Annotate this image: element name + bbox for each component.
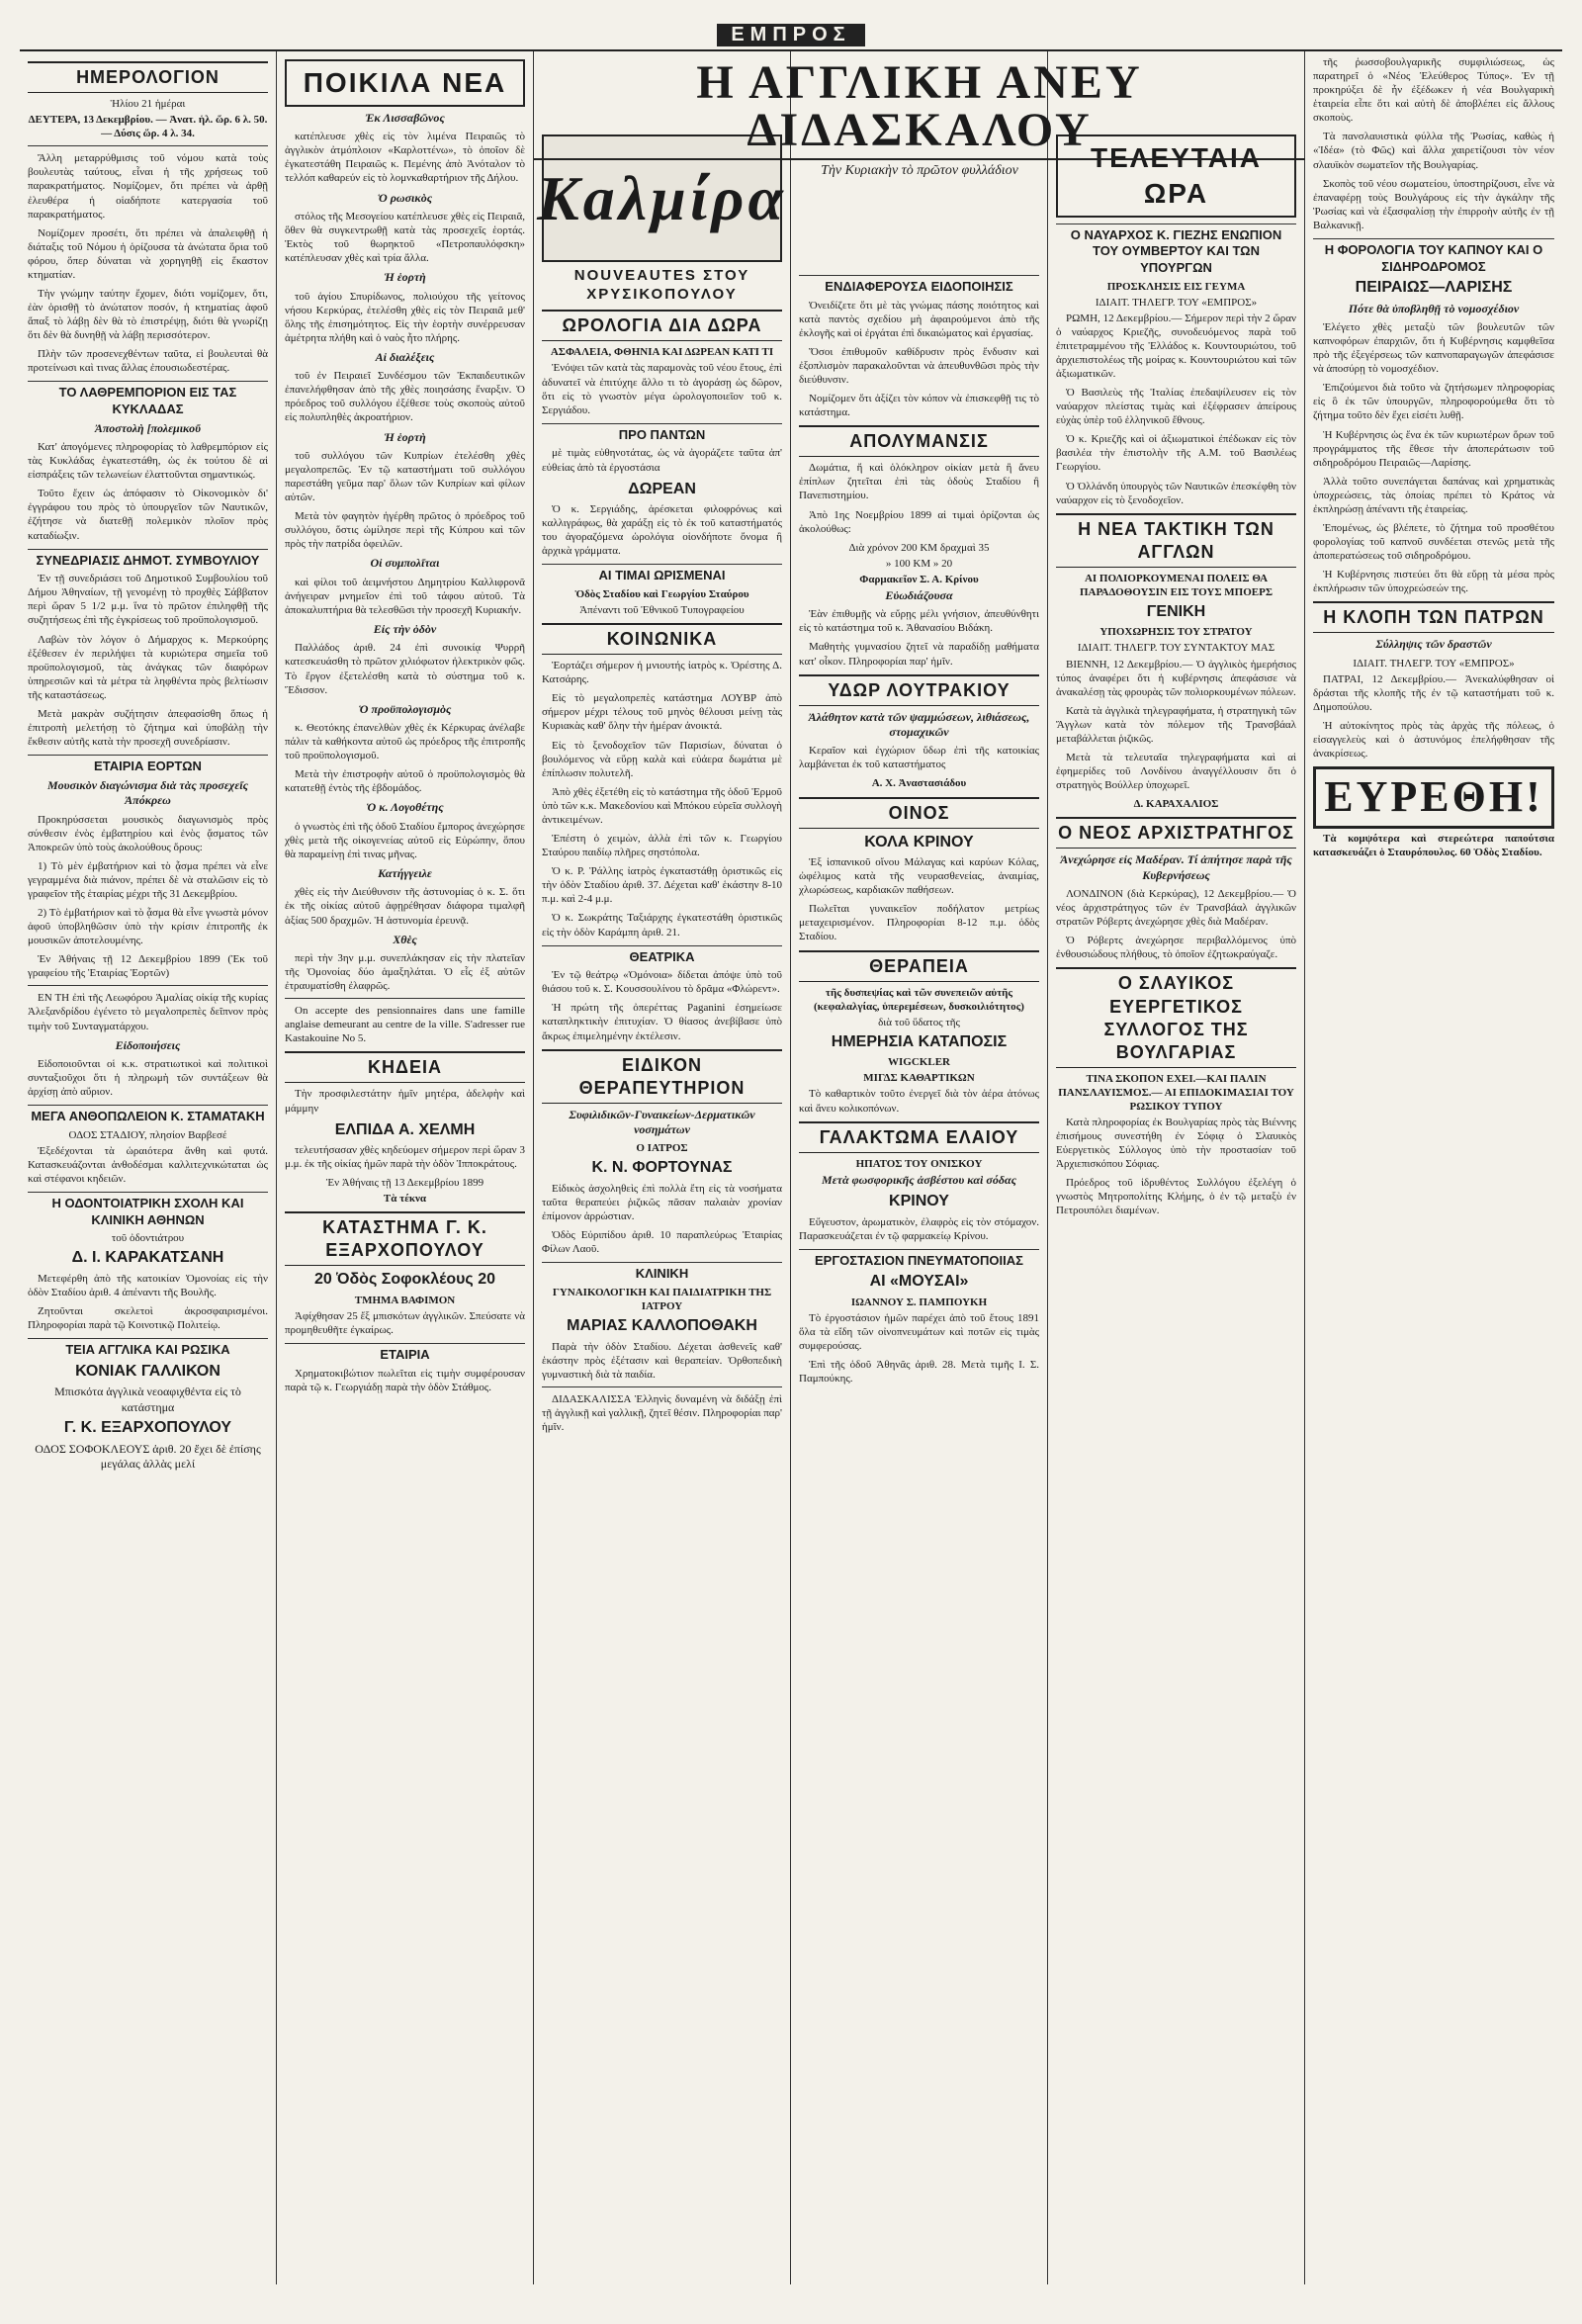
article-text: Τὸ ἐργοστάσιον ἡμῶν παρέχει ἀπὸ τοῦ ἔτους 1891 ὅλα τὰ εἴδη τῶν οἰνοπνευμάτων καὶ ποτῶν εἰς τιμὰς συμφερούσας. xyxy=(799,1311,1039,1352)
article-text: Μετὰ τὸν φαγητὸν ἡγέρθη πρῶτος ὁ πρόεδρος τοῦ συλλόγου, ὅστις ὡμίλησε περὶ τῆς Κύπρου καὶ τῶν πρὸς τὴν πατρίδα ὀφειλῶν. xyxy=(285,510,525,551)
news-subheading: Χθὲς xyxy=(393,932,417,946)
article-text: Τὸ καθαρτικὸν τοῦτο ἐνεργεῖ διὰ τὸν ἀέρα ἀτόνως καὶ ἄνευ κολικοπόνων. xyxy=(799,1088,1039,1115)
company-heading: ΕΤΑΙΡΙΑ xyxy=(285,1343,525,1364)
article-text: Ὁ κ. Σωκράτης Ταξιάρχης ἐγκατεστάθη ὁριστικῶς εἰς τὴν ὁδὸν Καράμπη ἀριθ. 21. xyxy=(542,912,782,939)
article-text: Ἐλέγετο χθὲς μεταξὺ τῶν βουλευτῶν τῶν καπνοφόρων ἐπαρχιῶν, ὅτι ἡ Κυβέρνησις καμφθεῖσα πρὸ τῆς ἐξεγέρσεως τῶν καπνοπαραγωγῶν ἀπεφάσισε νὰ ἀποσύρῃ τὸ νομοσχέδιον. xyxy=(1313,321,1554,376)
divider xyxy=(28,145,268,146)
honey-heading: Εὐωδιάζουσα xyxy=(885,587,953,602)
watches-heading: ΩΡΟΛΟΓΙΑ ΔΙΑ ΔΩΡΑ xyxy=(542,310,782,341)
tactic-heading: Η ΝΕΑ ΤΑΚΤΙΚΗ ΤΩΝ ΑΓΓΛΩΝ xyxy=(1056,513,1296,568)
article-text: ΠΑΤΡΑΙ, 12 Δεκεμβρίου.— Ἀνεκαλύφθησαν οἱ δράσται τῆς κλοπῆς τῆς ἐν τῷ καταστήματι τοῦ κ. Δημοπούλου. xyxy=(1313,672,1554,714)
misc-news-heading: ΠΟΙΚΙΛΑ ΝΕΑ xyxy=(285,59,525,107)
article-text: Ἐξεδέχονται τὰ ὡραιότερα ἄνθη καὶ φυτά. Κατασκευάζονται ἀνθοδέσμαι καλλιτεχνικώταται ὡς καὶ στέφανοι κηδειῶν. xyxy=(28,1144,268,1186)
tobacco-railway-heading: ΠΕΙΡΑΙΩΣ—ΛΑΡΙΣΗΣ xyxy=(1355,279,1513,297)
dental-subheading: τοῦ ὀδοντιάτρου xyxy=(111,1232,185,1245)
article-text: Ἐνόψει τῶν κατὰ τὰς παραμονὰς τοῦ νέου ἔτους, ἐπὶ ἀδυνατεῖ νὰ ἐπιτύχηε ἄλλο τι τὸ ἀγοράσῃ ὡς δῶρον, ὅτι εἰς τὸ γνωστὸν μέγα ὡρολογοποιεῖον τοῦ κ. Σεργιάδου. xyxy=(542,362,782,416)
article-text: Ἐπομένως, ὡς βλέπετε, τὸ ζήτημα τοῦ προσθέτου φορολογίας τοῦ καπνοῦ συνδέεται στενῶς μετὰ τῆς ἀποπερατώσεως τοῦ σιδηροδρόμου. xyxy=(1313,522,1554,563)
slavic-society-subheading: ΤΙΝΑ ΣΚΟΠΟΝ ΕΧΕΙ.—ΚΑΙ ΠΑΛΙΝ ΠΑΝΣΛΑΥΙΣΜΟΣ.— ΑΙ ΕΠΙΔΟΚΙΜΑΣΙΑΙ ΤΟΥ ΡΩΣΙΚΟΥ ΤΥΠΟΥ xyxy=(1058,1072,1294,1113)
column-2 xyxy=(277,51,534,2284)
florist-address: ΟΔΟΣ ΣΤΑΔΙΟΥ, πλησίον Βαρβεσέ xyxy=(68,1128,227,1141)
article-text: Νομίζομεν ὅτι ἀξίζει τὸν κόπον νὰ ἐπισκεφθῇ τις τὸ κατάστημα. xyxy=(799,393,1039,419)
rate-line: » 100 ΚΜ » 20 xyxy=(885,557,953,570)
funeral-heading: ΚΗΔΕΙΑ xyxy=(285,1051,525,1083)
article-text: ΒΙΕΝΝΗ, 12 Δεκεμβρίου.— Ὁ ἀγγλικὸς ἡμερήσιος τύπος ἀναφέρει ὅτι ἡ κυβέρνησις ἀπεφάσισε νὰ ἀνακαλέσῃ τὰς φρουρὰς τῶν πολιορκουμένων πόλεων. xyxy=(1056,658,1296,698)
article-text: Ἐπιζούμενοι διὰ τοῦτο νὰ ζητήσωμεν πληροφορίας εἰς ὃ ἐκ τῶν ὑπουργῶν, πληροφορούμεθα ὅτι τὸ ζήτημα τοῦτο δὲν ἔχει εἰσέτι λυθῇ. xyxy=(1313,382,1554,422)
interesting-notice-heading: ΕΝΔΙΑΦΕΡΟΥΣΑ ΕΙΔΟΠΟΙΗΣΙΣ xyxy=(799,275,1039,296)
divider xyxy=(28,985,268,986)
article-text: Ἄλλη μεταρρύθμισις τοῦ νόμου κατὰ τοὺς βουλευτὰς ταύτους, εἶναι ἡ τῆς χρήσεως τοῦ παρακρατήματος. Νομίζομεν, ὅτι πρέπει νὰ ἀρθῇ ἐλευθέρα ἡ οἱαδήποτε κατεργασία τοῦ παρακρατήματος. xyxy=(28,152,268,221)
theft-telegram: ΙΔΙΑΙΤ. ΤΗΛΕΓΡ. ΤΟΥ «ΕΜΠΡΟΣ» xyxy=(1353,657,1515,670)
article-text: Μετὰ μακρὰν συζήτησιν ἀπεφασίσθη ὅπως ἡ ἐπιτροπὴ μελετήσῃ τὸ ζήτημα καὶ ὑποβάλῃ τὴν ἔκθεσιν αὐτῆς κατὰ τὴν προσεχῆ συνεδρίασιν. xyxy=(28,707,268,749)
article-text: Ἀπὸ 1ης Νοεμβρίου 1899 αἱ τιμαὶ ὁρίζονται ὡς ἀκολούθως: xyxy=(799,508,1039,535)
store-address: 20 Ὁδὸς Σοφοκλέους 20 xyxy=(314,1271,495,1289)
article-text: Ὁδὸς Εὐριπίδου ἀριθ. 10 παραπλεύρως Ἑταιρίας Φίλων Λαοῦ. xyxy=(542,1229,782,1256)
article-text: Πρόεδρος τοῦ ἱδρυθέντος Συλλόγου ἐξελέγη ὁ γνωστὸς Μητροπολίτης Κλήμης, ὁ ἐν τῷ μεταξὺ ἐν Πετρουπόλει διαμένων. xyxy=(1056,1177,1296,1217)
calendar-heading: ΗΜΕΡΟΛΟΓΙΟΝ xyxy=(28,61,268,93)
divider xyxy=(285,998,525,999)
notices-heading: Εἰδοποιήσεις xyxy=(115,1037,181,1052)
article-text: Ἀλλὰ τοῦτο συνεπάγεται δαπάνας καὶ χρηματικὰς ὑποχρεώσεις, τὰς ὁποίας πρέπει τὸ Κράτος νὰ ἐκπληρώσῃ ἀπέναντι τῆς ἑταιρείας. xyxy=(1313,475,1554,515)
news-subheading: Ἐκ Λισσαβῶνος xyxy=(365,110,445,125)
therapy-subheading: Συφιλιδικῶν-Γυναικείων-Δερματικῶν νοσημάτων xyxy=(569,1107,755,1137)
logo-script: Kaλμίρα xyxy=(537,162,787,233)
news-subheading: Ἡ ἑορτὴ xyxy=(384,429,426,444)
article-text: Ἐπέστη ὁ χειμὼν, ἀλλὰ ἐπὶ τῶν κ. Γεωργίου Σταύρου παιδίῳ πλῆρες σηστόπολα. xyxy=(542,833,782,859)
article-text: Εἰς τὸ μεγαλοπρεπὲς κατάστημα ΛΟΥΒΡ ἀπὸ σήμερον μέχρι τέλους τοῦ μηνὸς θέλουσι μείνῃ τὰς Κυριακὰς καθ' ὅλην τὴν ἡμέραν ἀνοικτά. xyxy=(542,692,782,733)
article-text: Ὁ Ρόβερτς ἀνεχώρησε περιβαλλόμενος ὑπὸ ἐνθουσιώδους πλήθους, τὸ ὁποῖον ἐζητωκραύγαζε. xyxy=(1056,935,1296,961)
therapy2-line: διὰ τοῦ ὕδατος τῆς xyxy=(878,1016,960,1028)
therapy2-sub2: ΜΙΓΔΣ ΚΑΘΑΡΤΙΚΩΝ xyxy=(863,1072,975,1085)
article-text: Κεραῖον καὶ ἐγχώριον ὕδωρ ἐπὶ τῆς κατοικίας λαμβάνεται ἐκ τοῦ καταστήματος xyxy=(799,745,1039,771)
article-text: Χρηματοκιβώτιον πωλεῖται εἰς τιμὴν συμφέρουσαν παρὰ τῷ κ. Γεωργιάδῃ παρὰ τὴν ὁδὸν Στάθμος. xyxy=(285,1367,525,1393)
prices-note: Ἀπέναντι τοῦ Ἐθνικοῦ Τυπογραφείου xyxy=(579,604,745,617)
article-text: Ἐὰν ἐπιθυμῇς νὰ εὔρῃς μέλι γνήσιον, ἀπευθύνθητι εἰς τὸ κατάστημα τοῦ κ. Ἀθανασίου Βιδάκη. xyxy=(799,608,1039,635)
article-text: Ὁ Βασιλεὺς τῆς Ἰταλίας ἐπεδαψίλευσεν εἰς τὸν ναύαρχον πλείστας τιμὰς καὶ ἐξέφρασεν ἀπείρους εὐχὰς ὑπὲρ τοῦ ἑλληνικοῦ ἔθνους. xyxy=(1056,387,1296,427)
article-text: Ἡ Κυβέρνησις ὡς ἕνα ἐκ τῶν κυριωτέρων ὅρων τοῦ προγράμματος τῆς ἔθεσε τὴν ἀποπεράτωσιν τοῦ σιδηροδρόμου Πειραιῶς—Λαρίσης. xyxy=(1313,428,1554,469)
florist-heading: ΜΕΓΑ ΑΝΘΟΠΩΛΕΙΟΝ Κ. ΣΤΑΜΑΤΑΚΗ xyxy=(28,1105,268,1125)
article-text: Ἀφίχθησαν 25 ἔξ μπισκότων ἀγγλικῶν. Σπεύσατε νὰ προμηθευθῆτε ἐγκαίρως. xyxy=(285,1310,525,1337)
smuggling-heading: ΤΟ ΛΑΘΡΕΜΠΟΡΙΟΝ ΕΙΣ ΤΑΣ ΚΥΚΛΑΔΑΣ xyxy=(28,381,268,417)
social-heading: ΚΟΙΝΩΝΙΚΑ xyxy=(542,623,782,655)
tactic-subheading: ΑΙ ΠΟΛΙΟΡΚΟΥΜΕΝΑΙ ΠΟΛΕΙΣ ΘΑ ΠΑΡΑΔΟΘΟΥΣΙΝ ΕΙΣ ΤΟΥΣ ΜΠΟΕΡΣ xyxy=(1079,572,1274,598)
admiral-heading: Ο ΝΑΥΑΡΧΟΣ Κ. ΓΙΕΖΗΣ ΕΝΩΠΙΟΝ ΤΟΥ ΟΥΜΒΕΡΤΟΥ ΚΑΙ ΤΩΝ ΥΠΟΥΡΓΩΝ xyxy=(1056,223,1296,277)
article-text: τῆς ῥωσσοβουλγαρικῆς συμφιλιώσεως, ὡς παρατηρεῖ ὁ «Νέος Ἐλεύθερος Τύπος». Ἐν τῇ προκηρύξει δὲ ἦν ἐξέδωκεν ἡ νέα Βουλγαρικὴ ἑταιρεία εἶπε ὅτι καὶ αὐτὴ δὲ ἀποβλέπει εἰς ἄλλους σκοποὺς. xyxy=(1313,56,1554,125)
article-text: Ἀπὸ χθὲς ἐξετέθη εἰς τὸ κατάστημα τῆς ὁδοῦ Ἑρμοῦ ὑπὸ τῶν κ.κ. Μακεδονίου καὶ Μπόκου εὐρεῖα συλλογὴ ἀντικειμένων. xyxy=(542,785,782,826)
article-text: στόλος τῆς Μεσογείου κατέπλευσε χθὲς εἰς Πειραιᾶ, ὅθεν θὰ συγκεντρωθῇ κατὰ τὰς προσεχεῖς ἑορτάς. Ἐκτὸς τοῦ θωρηκτοῦ «Πετροπαυλόφσκη» κατέπλευσαν χθὲς καὶ τρία ἄλλα. xyxy=(285,210,525,265)
article-text: Λαβὼν τὸν λόγον ὁ Δήμαρχος κ. Μερκούρης ἐξέθεσεν ἐν περιλήψει τὰ κυριώτερα σημεῖα τοῦ προϋπολογισμοῦ, τὰς ἀνάγκας τῶν διαφόρων ὑπηρεσιῶν καὶ τὰ μέτρα τὰ ληφθέντα πρὸς βελτίωσιν τῆς καταστάσεως. xyxy=(28,633,268,701)
article-text: Τοῦτο ἔχειν ὡς ἀπόφασιν τὸ Οἰκονομικὸν δι' ἐγγράφου του πρὸς τὸ ὑπουργεῖον τῶν Ναυτικῶν, ἐζήτησε νὰ διατεθῇ πολεμικὸν πλοῖον πρὸς καταδίωξιν. xyxy=(28,488,268,542)
article-text: Ὁ Ὀλλάνδη ὑπουργὸς τῶν Ναυτικῶν ἐπεσκέφθη τὸν ναύαρχον εἰς τὸ ξενοδοχεῖον. xyxy=(1056,480,1296,506)
article-text: Εἰδικὸς ἀσχοληθεὶς ἐπὶ πολλὰ ἔτη εἰς τὰ νοσήματα ταῦτα θεραπεύει ῥιζικῶς πᾶσαν παλαιὰν χρονίαν ἐπίμονον ἀρρώστιαν. xyxy=(542,1182,782,1223)
clinic-heading: ΚΛΙΝΙΚΗ xyxy=(542,1262,782,1283)
general-heading: Ο ΝΕΟΣ ΑΡΧΙΣΤΡΑΤΗΓΟΣ xyxy=(1056,817,1296,849)
clinic-subheading: ΓΥΝΑΙΚΟΛΟΓΙΚΗ ΚΑΙ ΠΑΙΔΙΑΤΡΙΚΗ ΤΗΣ ΙΑΤΡΟΥ xyxy=(552,1286,772,1313)
admiral-telegram: ΙΔΙΑΙΤ. ΤΗΛΕΓΡ. ΤΟΥ «ΕΜΠΡΟΣ» xyxy=(1095,296,1258,309)
article-text: Τὴν προσφιλεστάτην ἡμῖν μητέρα, ἀδελφὴν καὶ μάμμην xyxy=(285,1088,525,1115)
logo-caption: NOUVEAUTES ΣΤΟΥ ΧΡΥΣΙΚΟΠΟΥΛΟΥ xyxy=(573,267,750,304)
article-text: 2) Τὸ ἐμβατήριον καὶ τὸ ᾆσμα θὰ εἶνε γνωστὰ μόνον ἀφοῦ ὑποβληθῶσιν ὑπὸ τὴν κρίσιν ἐπιτροπῆς ἐκ μουσικῶν ἀποτελουμένης. xyxy=(28,906,268,947)
article-text: Παλλάδος ἀριθ. 24 ἐπὶ συνοικίᾳ Ψυρρῆ κατεσκευάσθη τὸ πρῶτον χιλιόφωτον ἠλεκτρικὸν φῶς. Τὸ ἔργον ἐξετελέσθη κατὰ τὸ σύστημα τοῦ κ. Ἔδισσον. xyxy=(285,642,525,696)
article-text: Ὅσοι ἐπιθυμοῦν καθίδρυσιν πρὸς ἔνδυσιν καὶ ἐξοπλισμὸν παρακαλοῦνται νὰ ἀπευθυνθῶσι πρὸς τὴν διεύθυνσιν. xyxy=(799,345,1039,387)
article-text: τοῦ ἁγίου Σπυρίδωνος, πολιούχου τῆς γείτονος νήσου Κερκύρας, ἐτελέσθη χθὲς εἰς τὸν Πειραιᾶ μεθ' ὅλης τῆς ἐπισημότητος. Εἰς τὴν ἑορτὴν συνέρρευσαν ἀμέτρητα πλήθη καὶ ὁ ναὸς ἦτο πλήρης. xyxy=(285,290,525,344)
festival-heading: ΕΤΑΙΡΙΑ ΕΟΡΤΩΝ xyxy=(28,755,268,775)
therapy-doctor-name: Κ. Ν. ΦΟΡΤΟΥΝΑΣ xyxy=(591,1159,733,1177)
article-text: Ἑορτάζει σήμερον ἡ μνιουτής ἰατρὸς κ. Ὀρέστης Δ. Κατσάρης. xyxy=(542,660,782,686)
factory-heading: ΕΡΓΟΣΤΑΣΙΟΝ ΠΝΕΥΜΑΤΟΠΟΙΙΑΣ xyxy=(799,1249,1039,1270)
article-text: Πωλεῖται γυναικεῖον ποδήλατον μετρίως μεταχειρισμένον. Πληροφορίαι 8-12 π.μ. ὁδὸς Σταδίου. xyxy=(799,903,1039,943)
theft-subheading: Σύλληψις τῶν δραστῶν xyxy=(1375,637,1492,652)
article-text: Ὁ κ. Σεργιάδης, ἀρέσκεται φιλοφρόνως καὶ καλλιγράφως, θὰ χαράξῃ εἰς τὸ ἐκ τοῦ καταστήματός του ἀγοραζόμενα ὡρολόγια οἱονδήποτε ὄνομα ἢ ἀρχικὰ γράμματα. xyxy=(542,503,782,558)
therapy2-brand: WIGCKLER xyxy=(888,1056,950,1069)
article-text: χθὲς εἰς τὴν Διεύθυνσιν τῆς ἀστυνομίας ὁ κ. Σ. ὅτι ἐκ τῆς οἰκίας αὐτοῦ ἀφῃρέθησαν διάφορα τιμαλφῆ ἀξίας 500 δραχμῶν. Ἡ ἀστυνομία ἐρευνᾷ. xyxy=(285,886,525,927)
factory-name: ΑΙ «ΜΟΥΣΑΙ» xyxy=(869,1273,969,1291)
cognac-address: ΟΔΟΣ ΣΟΦΟΚΛΕΟΥΣ ἀριθ. 20 ἔχει δὲ ἐπίσης μεγάλας ἀλλὰς μελί xyxy=(35,1441,261,1471)
store-department: ΤΜΗΜΑ ΒΑΦΙΜΟΝ xyxy=(354,1294,456,1306)
article-text: Πλὴν τῶν προσενεχθέντων ταῦτα, εἰ βουλευταὶ θὰ προτείνωσι καὶ τινας ἄλλας ἐπουσιωδεστέρας. xyxy=(28,348,268,375)
french-notice: On accepte des pensionnaires dans une famille anglaise demeurant au centre de la ville. S'adresser rue Kastakouine No 5. xyxy=(285,1005,525,1045)
article-text: Ὁ κ. Κριεζῆς καὶ οἱ ἀξιωματικοὶ ἐπέδωκαν εἰς τὸν βασιλέα τὴν ἐπιστολὴν τῆς Α.Μ. τοῦ Βασιλέως Γεωργίου. xyxy=(1056,433,1296,474)
news-subheading: Ὁ ρωσικὸς xyxy=(377,190,433,205)
festival-subheading: Μουσικὸν διαγώνισμα διὰ τὰς προσεχεῖς Ἀπόκρεω xyxy=(46,777,248,808)
news-subheading: Εἰς τὴν ὁδὸν xyxy=(373,622,437,637)
banner-title: Η ΑΓΓΛΙΚΗ ΑΝΕΥ ΔΙΔΑΣΚΑΛΟΥ xyxy=(534,59,1305,160)
article-text: 1) Τὸ μὲν ἐμβατήριον καὶ τὸ ᾆσμα πρέπει νὰ εἶνε γεγραμμένα διὰ πιάνον, πρέπει δὲ νὰ σταλῶσιν εἰς τὸ γραφεῖον τῆς ἑταιρίας μέχρι τῆς 31 Δεκεμβρίου. xyxy=(28,859,268,900)
article-text: ΔΙΔΑΣΚΑΛΙΣΣΑ Ἑλληνὶς δυναμένη νὰ διδάξῃ ἐπὶ τῇ ἀγγλικῇ καὶ γαλλικῇ, ζητεῖ θέσιν. Πληροφορίαι παρ' ἡμῖν. xyxy=(542,1392,782,1433)
milk-line: Μετὰ φωσφορικῆς ἀσβέστου καὶ σόδας xyxy=(822,1172,1016,1187)
news-subheading: Κατήγγειλε xyxy=(378,866,432,881)
wine-heading: ΟΙΝΟΣ xyxy=(799,797,1039,829)
dental-name: Δ. Ι. ΚΑΡΑΚΑΤΣΑΝΗ xyxy=(71,1249,224,1267)
therapy2-heading: ΘΕΡΑΠΕΙΑ xyxy=(799,950,1039,982)
article-text: Ἡ Κυβέρνησις πιστεύει ὅτι θὰ εὕρῃ τὰ μέσα πρὸς ἐκπλήρωσιν τῶν ὑποχρεώσεών της. xyxy=(1313,569,1554,595)
article-text: Προκηρύσσεται μουσικὸς διαγωνισμὸς πρὸς σύνθεσιν ἐνὸς ἐμβατηρίου καὶ ἑνὸς ᾄσματος τῶν Ἀποκρεῶν ὑπὸ τοὺς ἀκολούθους ὅρους: xyxy=(28,813,268,853)
article-text: Ὁ κ. Ρ. Ῥάλλης ἰατρὸς ἐγκαταστάθῃ ὁριστικῶς εἰς τὴν ὁδὸν Σταδίου ἀριθ. 37. Δέχεται καθ' ἑκάστην 8-10 π.μ. καὶ 2-4 μ.μ. xyxy=(542,865,782,906)
article-text: ΡΩΜΗ, 12 Δεκεμβρίου.— Σήμερον περὶ τὴν 2 ὥραν ὁ ναύαρχος Κριεζῆς, συνοδευόμενος παρὰ τοῦ ἐπιτετραμμένου τῆς Ἑλλάδος κ. Κουντουριώτου, τοῦ ἀρχιεπιστολέως τῆς μοίρας κ. Κουντουριώτου καὶ τῶν ἀξιωματικῶν. xyxy=(1056,312,1296,380)
milk-heading: ΓΑΛΑΚΤΩΜΑ ΕΛΑΙΟΥ xyxy=(799,1121,1039,1153)
water-seller: Α. Χ. Ἀναστασιάδου xyxy=(871,777,967,790)
tea-heading: ΤΕΙΑ ΑΓΓΛΙΚΑ ΚΑΙ ΡΩΣΙΚΑ xyxy=(28,1338,268,1359)
store-heading: ΚΑΤΑΣΤΗΜΑ Γ. Κ. ΕΞΑΡΧΟΠΟΥΛΟΥ xyxy=(285,1211,525,1266)
banner-subtitle: Τὴν Κυριακὴν τὸ πρῶτον φυλλάδιον xyxy=(821,163,1018,178)
article-text: ΛΟΝΔΙΝΟΝ (διὰ Κερκύρας), 12 Δεκεμβρίου.— Ὁ νέος ἀρχιστράτηγος τῶν ἐν Τρανσβάαλ ἀγγλικῶν στρατῶν Ρόβερτς ἀνεχώρησε χθὲς διὰ Μαδέραν. xyxy=(1056,888,1296,929)
council-heading: ΣΥΝΕΔΡΙΑΣΙΣ ΔΗΜΟΤ. ΣΥΜΒΟΥΛΙΟΥ xyxy=(28,549,268,570)
masthead-title: ΕΜΠΡΟΣ xyxy=(717,24,864,46)
article-text: Δωμάτια, ἤ καὶ ὁλόκληρον οἰκίαν μετὰ ἢ ἄνευ ἐπίπλων ζητεῖται ἐπὶ τὰς ὁδοὺς Σταδίου ἢ Πανεπιστημίου. xyxy=(799,462,1039,502)
funeral-date: Ἐν Ἀθήναις τῇ 13 Δεκεμβρίου 1899 xyxy=(325,1177,484,1190)
eureka-heading: ΕΥΡΕΘΗ! xyxy=(1313,766,1554,828)
article-text: Μετεφέρθη ἀπὸ τῆς κατοικίαν Ὁμονοίας εἰς τὴν ὁδὸν Σταδίου ἀριθ. 4 ἀπέναντι τῆς Βουλῆς. xyxy=(28,1272,268,1298)
tobacco-tax-heading: Η ΦΟΡΟΛΟΓΙΑ ΤΟΥ ΚΑΠΝΟΥ ΚΑΙ Ο ΣΙΔΗΡΟΔΡΟΜΟΣ xyxy=(1313,238,1554,275)
article-text: Μετὰ τὴν ἐπιστροφὴν αὐτοῦ ὁ προϋπολογισμὸς θὰ κατατεθῇ ἐντὸς τῆς ἑβδομάδος. xyxy=(285,768,525,795)
general-subheading: Ἀνεχώρησε εἰς Μαδέραν. Τί ἀπήτησε παρὰ τῆς Κυβερνήσεως xyxy=(1060,852,1292,882)
slavic-society-heading: Ο ΣΛΑΥΙΚΟΣ ΕΥΕΡΓΕΤΙΚΟΣ ΣΥΛΛΟΓΟΣ ΤΗΣ ΒΟΥΛΓΑΡΙΑΣ xyxy=(1056,967,1296,1067)
milk-brand: ΚΡΙΝΟΥ xyxy=(889,1193,949,1210)
factory-owner: ΙΩΑΝΝΟΥ Σ. ΠΑΜΠΟΥΚΗ xyxy=(850,1296,988,1308)
last-hour-heading: ΤΕΛΕΥΤΑΙΑ ΩΡΑ xyxy=(1056,134,1296,218)
therapy-doctor-label: Ο ΙΑΤΡΟΣ xyxy=(636,1142,688,1155)
therapy2-subheading: τῆς δυσπεψίας καὶ τῶν συνεπειῶν αὐτῆς (κεφαλαλγίας, ὑπερεμέσεων, δυσκοιλιότητος) xyxy=(814,986,1024,1013)
news-subheading: Ἡ ἑορτὴ xyxy=(384,270,426,285)
article-text: ὁ γνωστὸς ἐπὶ τῆς ὁδοῦ Σταδίου ἔμπορος ἀνεχώρησε χθὲς μετὰ τῆς οἰκογενείας αὐτοῦ εἰς Εὐρώπην, ὅπου θὰ παραμείνῃ ἐπὶ τινας μῆνας. xyxy=(285,820,525,860)
rate-line: Διὰ χρόνον 200 ΚΜ δραχμαὶ 35 xyxy=(848,541,990,554)
article-text: Μετὰ τὰ τελευταῖα τηλεγραφήματα καὶ αἱ ἐφημερίδες τοῦ Λονδίνου ἀναγγέλλουσιν ὅτι ὁ στρατηγὸς Βούλλερ ὑποχωρεῖ. xyxy=(1056,752,1296,792)
article-text: τελευτήσασαν χθὲς κηδεύομεν σήμερον περὶ ὥραν 3 μ.μ. ἐκ τῆς οἰκίας ἡμῶν παρὰ τὴν ὁδὸν Ἰπποκράτους. xyxy=(285,1144,525,1171)
funeral-signature: Τὰ τέκνα xyxy=(383,1193,427,1206)
article-text: καὶ φίλοι τοῦ ἀειμνήστου Δημητρίου Καλλιφρονᾶ ἀνήγειραν μνημεῖον ἐπὶ τοῦ τάφου αὐτοῦ. Τὰ ἀποκαλυπτήρια θὰ τελεσθῶσι τὴν προσεχῆ Κυριακήν. xyxy=(285,576,525,616)
column-6 xyxy=(1305,51,1562,2284)
clinic-name: ΜΑΡΙΑΣ ΚΑΛΛΟΠΟΘΑΚΗ xyxy=(567,1317,757,1335)
disinfection-heading: ΑΠΟΛΥΜΑΝΣΙΣ xyxy=(799,425,1039,457)
columns xyxy=(20,51,1562,2284)
loutraki-water-heading: ΥΔΩΡ ΛΟΥΤΡΑΚΙΟΥ xyxy=(799,674,1039,706)
tactic-general: ΓΕΝΙΚΗ xyxy=(1146,602,1206,620)
free-heading: ΔΩΡΕΑΝ xyxy=(628,480,696,497)
calendar-date: ΔΕΥΤΕΡΑ, 13 Δεκεμβρίου. — Ἀνατ. ἡλ. ὥρ. 6 λ. 50.— Δύσις ὥρ. 4 λ. 34. xyxy=(28,114,268,140)
signature: Δ. ΚΑΡΑΧΑΛΙΟΣ xyxy=(1133,798,1219,811)
article-text: Εἰδοποιοῦνται οἱ κ.κ. στρατιωτικοὶ καὶ πολιτικοὶ συνταξιοῦχοι ὅτι ἡ πληρωμὴ τῶν συντάξεων θὰ ἀρχίσῃ ἀπὸ αὔριον. xyxy=(28,1057,268,1099)
tactic-telegram: ΙΔΙΑΙΤ. ΤΗΛΕΓΡ. ΤΟΥ ΣΥΝΤΑΚΤΟΥ ΜΑΣ xyxy=(1077,642,1275,655)
article-text: τοῦ ἐν Πειραιεῖ Συνδέσμου τῶν Ἐκπαιδευτικῶν ἐπανελήφθησαν ἀπὸ τῆς χθὲς ποιησάσης ἔναρξιν. Ὁ πρόεδρος τοῦ συλλόγου ἐξέθεσε τοὺς σκοποὺς αὐτοῦ εἰς πολυπληθὲς ἀκροατήριον. xyxy=(285,370,525,424)
article-text: περὶ τὴν 3ην μ.μ. συνεπλάκησαν εἰς τὴν πλατεῖαν τῆς Ὁμονοίας δύο ἁμαξηλάται. Ὁ εἷς ἐξ αὐτῶν ἐτραυματίσθη ἐλαφρῶς. xyxy=(285,951,525,993)
article-text: Τὰ κομψότερα καὶ στερεώτερα παπούτσια κατασκευάζει ὁ Σταυρόπουλος. 60 Ὁδὸς Σταδίου. xyxy=(1313,832,1554,858)
article-text: Ἐν τῇ συνεδριάσει τοῦ Δημοτικοῦ Συμβουλίου τοῦ Δήμου Ἀθηναίων, τῇ γενομένῃ τὸ προχθὲς Σάββατον περὶ ὥραν 5 1/2 μ.μ. ἵνα τὸ πρῶτον ἐπιληφθῇ τῆς συζητήσεως ἐπὶ τῆς ἐγκρίσεως τοῦ προϋπολογισμοῦ. xyxy=(28,573,268,627)
article-text: Κατὰ πληροφορίας ἐκ Βουλγαρίας πρὸς τὰς Βιέννης ἐπισήμους συνεστήθη ἐν Σόφιᾳ ὁ Σλαυικὸς Εὐεργετικὸς Σύλλογος ὑπὸ τὴν προστασίαν τοῦ Ἀρχιεπισκόπου Σόφιας. xyxy=(1056,1116,1296,1171)
therapy2-name: ΗΜΕΡΗΣΙΑ ΚΑΤΑΠΟΣΙΣ xyxy=(831,1032,1008,1050)
article-text: Εὔγευστον, ἀρωματικὸν, ἐλαφρὸς εἰς τὸν στόμαχον. Παρασκευάζεται ἐν τῷ φαρμακείῳ Κρίνου. xyxy=(799,1215,1039,1242)
article-text: κ. Θεοτόκης ἐπανελθὼν χθὲς ἐκ Κέρκυρας ἀνέλαβε πάλιν τὰ καθήκοντα αὐτοῦ ὡς πρόεδρος τῆς ἐπιτροπῆς τοῦ προϋπολογισμοῦ. xyxy=(285,722,525,762)
smuggling-subheading: Ἀποστολὴ [πολεμικοῦ xyxy=(94,420,202,435)
article-text: Εἰς τὸ ξενοδοχεῖον τῶν Παρισίων, δύναται ὁ βουλόμενος νὰ εὕρῃ καλὰ καὶ εὐάερα δωμάτια μὲ ἐπίπλωσιν πολυτελῆ. xyxy=(542,739,782,779)
masthead xyxy=(20,20,1562,51)
article-text: Ἐν Ἀθήναις τῇ 12 Δεκεμβρίου 1899 (Ἐκ τοῦ γραφείου τῆς Ἑταιρίας Ἑορτῶν) xyxy=(28,953,268,980)
main-banner xyxy=(534,56,1305,179)
theatre-heading: ΘΕΑΤΡΙΚΑ xyxy=(542,945,782,966)
tactic-retreat: ΥΠΟΧΩΡΗΣΙΣ ΤΟΥ ΣΤΡΑΤΟΥ xyxy=(1099,626,1253,639)
article-text: Ζητοῦνται σκελετοὶ ἀκροσφαιρισμένοι. Πληροφορίαι παρὰ τῷ Κοινοτικῷ Πολιτείῳ. xyxy=(28,1305,268,1332)
article-text: Ἐν τῷ θεάτρῳ «Ὀμόνοια» δίδεται ἀπόψε ὑπὸ τοῦ θιάσου τοῦ κ. Σ. Κουσσουλίνου τὸ δρᾶμα «Φλώρεντ». xyxy=(542,969,782,996)
article-text: Τὴν γνώμην ταύτην ἔχομεν, διότι νομίζομεν, ὅτι, ἐὰν ὁρισθῇ τὸ ἀνώτατον ποσόν, ἡ κτηματίας ἀφοῦ ἅπαξ τὸ λάβῃ δὲν θὰ τὸ ἐπιστρέψῃ, διότι θὰ γνωρίζῃ ὅτι δὲν θὰ δυνηθῇ νὰ λάβῃ περισσότερον. xyxy=(28,287,268,342)
calendar-subheading: Ἡλίου 21 ἡμέραι xyxy=(110,98,186,111)
article-text: Ἡ αὐτοκίνητος πρὸς τὰς ἀρχὰς τῆς πόλεως, ὁ εἰσαγγελεὺς καὶ ὁ ἀστυνόμος ἐπελήφθησαν τῆς ἀνακρίσεως. xyxy=(1313,720,1554,760)
column-5 xyxy=(1048,51,1305,2284)
prices-address: Ὁδὸς Σταδίου καὶ Γεωργίου Σταύρου xyxy=(574,587,749,600)
water-subheading: Ἀλάθητον κατὰ τῶν ψαμμώσεων, λιθιάσεως, στομαχικῶν xyxy=(808,709,1030,739)
article-text: Νομίζομεν προσέτι, ὅτι πρέπει νὰ ἀπαλειφθῇ ἡ διάταξις τοῦ Νόμου ἡ ὁρίζουσα τὰ ἀνώτατα ὅρια τοῦ φόρου, ὅπερ δύναται νὰ χορηγηθῇ εἰς ἕκαστον κτηματίαν. xyxy=(28,226,268,281)
divider xyxy=(542,1386,782,1387)
cognac-heading: ΚΟΝΙΑΚ ΓΑΛΛΙΚΟΝ xyxy=(75,1362,220,1380)
news-subheading: Ὁ κ. Λογοθέτης xyxy=(366,800,444,815)
funeral-name: ΕΛΠΙΔΑ Α. ΧΕΛΜΗ xyxy=(334,1120,476,1138)
article-text: Κατ' ἀπογόμενες πληροφορίας τὸ λαθρεμπόριον εἰς τὰς Κυκλάδας ἐγκατεστάθη, ὡς ἐκ τούτου δὲ αἱ εἰσπράξεις τῶν τελωνείων ἐλαττοῦνται σημαντικώς. xyxy=(28,441,268,482)
article-text: Ἐπὶ τῆς ὁδοῦ Ἀθηνᾶς ἀριθ. 28. Μετὰ τιμῆς Ι. Σ. Παμπούκης. xyxy=(799,1359,1039,1385)
news-subheading: Οἱ συμπολῖται xyxy=(370,556,440,571)
pharmacy-name: Φαρμακεῖον Σ. Α. Κρίνου xyxy=(859,573,979,585)
newspaper-page xyxy=(20,20,1562,2284)
watches-subheading: ΑΣΦΑΛΕΙΑ, ΦΘΗΝΙΑ ΚΑΙ ΔΩΡΕΑΝ ΚΑΤΙ ΤΙ xyxy=(550,346,774,359)
column-4 xyxy=(791,51,1048,2284)
news-subheading: Ὁ προϋπολογισμὸς xyxy=(358,701,452,716)
therapy-heading: ΕΙΔΙΚΟΝ ΘΕΡΑΠΕΥΤΗΡΙΟΝ xyxy=(542,1049,782,1104)
article-text: Τὰ πανσλαυιστικὰ φύλλα τῆς Ῥωσίας, καθὼς ἡ «Ἰδέα» (τὸ Φῶς) καὶ ἄλλα χαιρετίζουσι τὸν νέον σλαυϊκὸν σωματεῖον τῆς Βουλγαρίας. xyxy=(1313,131,1554,171)
article-text: Παρὰ τὴν ὁδὸν Σταδίου. Δέχεται ἀσθενεῖς καθ' ἑκάστην πρὸς ἐξέτασιν καὶ θεραπείαν. Ὀρθοπεδικὴ γυμναστικὴ διὰ τὰ παιδία. xyxy=(542,1340,782,1381)
wine-subheading: ΚΟΛΑ ΚΡΙΝΟΥ xyxy=(864,833,974,850)
article-text: Ἡ πρώτη τῆς ὀπερέττας Paganini ἐσημείωσε καταπληκτικὴν ἐπιτυχίαν. Ὁ θίασος ἀνεβίβασε ὑπὸ ἄκρως ἐπιμελημένην ἐκτέλεσιν. xyxy=(542,1002,782,1042)
article-text: Σκοπὸς τοῦ νέου σωματείου, ὑποστηρίζουσι, εἶνε νὰ ἐπαναφέρῃ τοὺς Βουλγάρους εἰς τὴν ἀγκάλην τῆς Ῥωσίας καὶ νὰ ἐξασφαλίσῃ τὴν ἐπιρροὴν αὐτῆς ἐν τῇ Βαλκανικῇ. xyxy=(1313,177,1554,231)
news-subheading: Αἱ διαλέξεις xyxy=(375,349,435,364)
article-text: Μαθητὴς γυμνασίου ζητεῖ νὰ παραδίδῃ μαθήματα κατ' οἶκον. Πληροφορίαι παρ' ἡμῖν. xyxy=(799,641,1039,668)
milk-subheading: ΗΠΑΤΟΣ ΤΟΥ ΟΝΙΣΚΟΥ xyxy=(855,1157,983,1170)
article-text: Ἐξ ἱσπανικοῦ οἴνου Μάλαγας καὶ καρύων Κόλας, ὠφέλιμος κατὰ τῆς νευρασθενείας, ἀναιμίας, χλωρώσεως, καρδιακῶν παθήσεων. xyxy=(799,856,1039,897)
patras-theft-heading: Η ΚΛΟΠΗ ΤΩΝ ΠΑΤΡΩΝ xyxy=(1313,601,1554,633)
article-text: τοῦ συλλόγου τῶν Κυπρίων ἐτελέσθη χθὲς μεγαλοπρεπῶς. Ἐν τῷ καταστήματι τοῦ συλλόγου παρεστάθη γεῦμα παρ' ὅλων τῶν Κυπρίων καὶ φίλων αὐτῶν. xyxy=(285,449,525,504)
article-text: κατέπλευσε χθὲς εἰς τὸν λιμένα Πειραιῶς τὸ ἀγγλικὸν ἀτμόπλοιον «Καρλοττένω», τὸ ὁποῖον δὲ ἐγκατεστάθη Πειραιῶς κ. Πεμένης ἀπὸ Ἀνόταλον τὸ τελλόπ καθαρεύν εἰς τὸ λομνκαθαρτήριον τῆς Δήλου. xyxy=(285,131,525,185)
before-all-heading: ΠΡΟ ΠΑΝΤΩΝ xyxy=(542,423,782,444)
dental-heading: Η ΟΔΟΝΤΟΙΑΤΡΙΚΗ ΣΧΟΛΗ ΚΑΙ ΚΛΙΝΙΚΗ ΑΘΗΝΩΝ xyxy=(28,1192,268,1228)
cognac-store-name: Γ. Κ. ΕΞΑΡΧΟΠΟΥΛΟΥ xyxy=(63,1419,232,1437)
article-text: Κατὰ τὰ ἀγγλικὰ τηλεγραφήματα, ἡ στρατηγικὴ τῶν Ἄγγλων κατὰ τὸν πόλεμον τῆς Τρανσβάαλ μεταβάλλεται ῥιζικῶς. xyxy=(1056,704,1296,745)
column-1 xyxy=(20,51,277,2284)
admiral-subheading: ΠΡΟΣΚΛΗΣΙΣ ΕΙΣ ΓΕΥΜΑ xyxy=(1106,280,1246,293)
article-text: ΕΝ ΤΗ ἐπὶ τῆς Λεωφόρου Ἀμαλίας οἰκίᾳ τῆς κυρίας Ἀλεξανδρίδου ἐγένετο τὸ μεγαλοπρεπὲς δεῖπνον πρὸς τιμὴν τοῦ Συνταγματάρχου. xyxy=(28,992,268,1032)
article-text: μὲ τιμὰς εὐθηνοτάτας, ὡς νὰ ἀγοράζετε ταῦτα ἀπ' εὐθείας ἀπὸ τὰ ἐργοστάσια xyxy=(542,447,782,474)
column-3 xyxy=(534,51,791,2284)
tobacco-subheading: Πότε θὰ ὑποβληθῇ τὸ νομοσχέδιον xyxy=(1348,301,1520,315)
article-text: Ὀνειδίζετε ὅτι μὲ τὰς γνώμας πάσης ποιότητος καὶ κατὰ παντὸς σχεδίου μὴ ἀφαιρούμενοι ἀπὸ τῆς ἐκλογῆς καὶ οἱ ἐργάται ἐπὶ δικαιώματος καὶ ἐργασίας. xyxy=(799,299,1039,339)
prices-heading: ΑΙ ΤΙΜΑΙ ΩΡΙΣΜΕΝΑΙ xyxy=(542,564,782,584)
cognac-line: Μπισκότα ἀγγλικὰ νεοαφιχθέντα εἰς τὸ κατάστημα xyxy=(54,1385,241,1414)
